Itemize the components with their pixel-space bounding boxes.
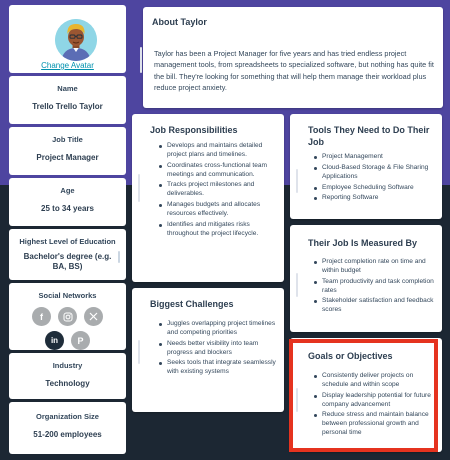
field-value[interactable]: Technology xyxy=(45,379,90,388)
resize-handle[interactable] xyxy=(138,340,140,364)
industry-field[interactable] xyxy=(9,353,126,399)
list-item: Team productivity and task completion rates xyxy=(313,278,434,296)
list-item: Needs better visibility into team progress and blockers xyxy=(158,340,276,358)
about-text[interactable]: Taylor has been a Project Manager for five years and has tried endless project management tools, from spreadsheets to specialized software, but nothing has quite fit the bill. They're looking for something that will help them manage their workload plus reduce project anxiety. xyxy=(154,49,434,93)
list-item: Project completion rate on time and within budget xyxy=(313,258,434,276)
social-icons-row-2 xyxy=(9,331,126,350)
job-responsibilities-list[interactable] xyxy=(158,142,276,239)
list-item: Project Management xyxy=(313,153,434,162)
tools-list[interactable] xyxy=(313,153,434,203)
list-item: Cloud-Based Storage & File Sharing Applications xyxy=(313,164,434,182)
resize-handle[interactable] xyxy=(118,251,120,263)
avatar[interactable] xyxy=(55,19,97,61)
measured-by-card xyxy=(290,225,442,332)
goals-highlight-frame xyxy=(289,339,438,452)
list-item: Coordinates cross-functional team meetings and communication. xyxy=(158,162,276,180)
name-field[interactable] xyxy=(9,76,126,124)
tools-title: Tools They Need to Do Their Job xyxy=(308,125,430,147)
facebook-icon[interactable]: f xyxy=(32,307,51,326)
field-label: Organization Size xyxy=(36,412,99,421)
biggest-challenges-title: Biggest Challenges xyxy=(150,299,234,309)
field-value[interactable]: Bachelor's degree (e.g. BA, BS) xyxy=(23,252,112,271)
job-responsibilities-title: Job Responsibilities xyxy=(150,125,238,135)
list-item: Stakeholder satisfaction and feedback scores xyxy=(313,297,434,315)
list-item: Reduce stress and maintain balance between professional growth and personal time xyxy=(313,411,434,438)
list-item: Tracks project milestones and deliverables. xyxy=(158,181,276,199)
social-icons-row-1 xyxy=(9,307,126,326)
list-item: Identifies and mitigates risks throughout the project lifecycle. xyxy=(158,221,276,239)
resize-handle[interactable] xyxy=(138,174,140,202)
measured-by-list[interactable] xyxy=(313,258,434,315)
x-icon[interactable] xyxy=(84,307,103,326)
field-label: Industry xyxy=(52,361,83,370)
resize-handle[interactable] xyxy=(296,273,298,297)
education-field[interactable] xyxy=(9,229,126,280)
linkedin-icon[interactable]: in xyxy=(45,331,64,350)
resize-handle[interactable] xyxy=(296,169,298,193)
list-item: Employee Scheduling Software xyxy=(313,184,434,193)
list-item: Seeks tools that integrate seamlessly with existing systems xyxy=(158,359,276,377)
goals-title: Goals or Objectives xyxy=(308,351,393,361)
field-label: Social Networks xyxy=(38,291,97,300)
field-value[interactable]: 51-200 employees xyxy=(33,430,102,439)
list-item: Manages budgets and allocates resources effectively. xyxy=(158,201,276,219)
biggest-challenges-list[interactable] xyxy=(158,320,276,377)
biggest-challenges-card xyxy=(132,288,284,412)
list-item: Consistently deliver projects on schedule and within scope xyxy=(313,372,434,390)
field-value[interactable]: 25 to 34 years xyxy=(41,204,94,213)
list-item: Juggles overlapping project timelines and competing priorities xyxy=(158,320,276,338)
instagram-icon[interactable] xyxy=(58,307,77,326)
field-value[interactable]: Project Manager xyxy=(36,153,99,162)
field-label: Age xyxy=(60,186,75,195)
measured-by-title: Their Job Is Measured By xyxy=(308,238,418,248)
about-card xyxy=(143,7,443,108)
field-label: Highest Level of Education xyxy=(19,237,116,246)
person-avatar-icon xyxy=(55,19,97,61)
list-item: Develops and maintains detailed project plans and timelines. xyxy=(158,142,276,160)
field-label: Job Title xyxy=(52,135,83,144)
job-title-field[interactable] xyxy=(9,127,126,175)
pinterest-icon[interactable]: P xyxy=(71,331,90,350)
avatar-section xyxy=(9,5,126,73)
field-label: Name xyxy=(57,84,78,93)
change-avatar-link[interactable]: Change Avatar xyxy=(41,61,94,70)
age-field[interactable] xyxy=(9,178,126,226)
list-item: Reporting Software xyxy=(313,194,434,203)
social-networks-field xyxy=(9,283,126,350)
about-title: About Taylor xyxy=(152,17,207,27)
resize-handle[interactable] xyxy=(140,47,142,73)
tools-card xyxy=(290,114,442,219)
field-value[interactable]: Trello Trello Taylor xyxy=(32,102,103,111)
job-responsibilities-card xyxy=(132,114,284,282)
list-item: Display leadership potential for future company advancement xyxy=(313,392,434,410)
organization-size-field[interactable] xyxy=(9,402,126,454)
